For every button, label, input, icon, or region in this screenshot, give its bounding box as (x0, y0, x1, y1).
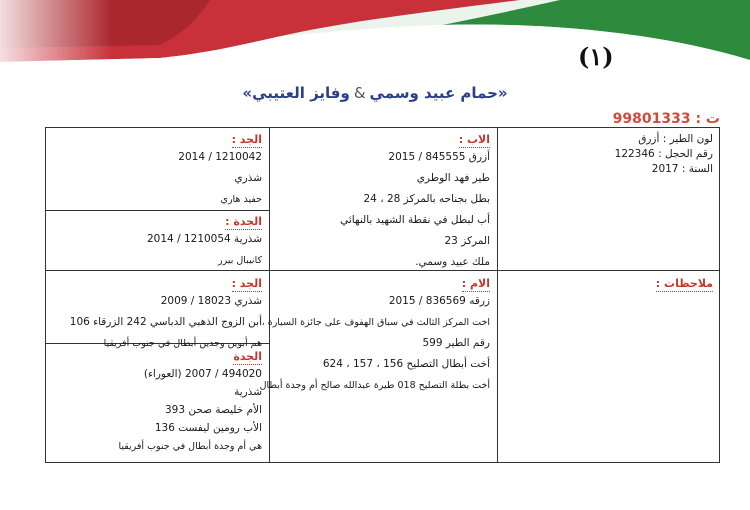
paternal-grandfather-section (52, 132, 262, 207)
phone-line (613, 111, 720, 127)
maternal-grandmother-line: هي أم وجدة أبطال في جنوب أفريقيا (118, 441, 262, 452)
row-divider (46, 270, 720, 271)
maternal-grandmother-line: الأم خليصة صحن 393 (164, 404, 262, 416)
mother-section (259, 276, 490, 393)
bird-year: السنة : 2017 (651, 163, 713, 175)
maternal-grandfather-section (52, 276, 262, 351)
pedigree-table (45, 127, 720, 463)
maternal-grandmother-line: 494020 / 2007 (العوراء) (143, 368, 262, 380)
notes-section (501, 276, 713, 294)
paternal-grandfather-line: 1210042 / 2014 (178, 151, 262, 163)
father-line: بطل بجناحه بالمركز 28 ، 24 (363, 193, 490, 205)
maternal-grandmother-line: الأب رومين ليفست 136 (154, 422, 262, 434)
title-ampersand: & (353, 84, 366, 102)
maternal-grandmother-section (52, 349, 262, 454)
paternal-grandfather-line: شذري (234, 172, 262, 184)
row-divider (46, 210, 269, 211)
maternal-grandfather-line: هم أبوين وجدين أبطال في جنوب أفريقيا (103, 338, 262, 349)
father-line: المركز 23 (444, 235, 490, 247)
paternal-grandfather-header: الجد : (231, 133, 262, 146)
phone-number: 99801333 (612, 111, 691, 127)
title-owner-2: وفايز العتيبي (252, 84, 350, 102)
mother-line: رقم الطير 599 (422, 337, 490, 349)
page-title (0, 84, 750, 102)
page-number: (١) (578, 42, 614, 71)
father-line: ملك عبيد وسمي. (415, 256, 490, 268)
maternal-grandmother-line: شذرية (234, 386, 262, 398)
mother-line: أخت أبطال التصليح 156 ، 157 ، 624 (322, 358, 490, 370)
father-header: الاب : (458, 133, 490, 146)
bird-ring: رقم الحجل : 122346 (614, 148, 713, 160)
maternal-grandmother-header: الجدة (233, 350, 262, 363)
title-quote-open: « (497, 84, 508, 102)
father-section (272, 132, 490, 270)
column-divider (497, 128, 498, 462)
paternal-grandfather-line: حفيد هاري (220, 194, 262, 205)
father-line: أزرق 845555 / 2015 (388, 151, 490, 163)
column-divider (269, 128, 270, 462)
mother-line: اخت المركز الثالث في سباق الهفوف على جائزة السيارة ، (261, 317, 490, 328)
notes-header: ملاحظات : (655, 277, 713, 290)
paternal-grandmother-line: كانيبال بيرر (218, 255, 262, 266)
father-line: أب لبطل في نقطة الشهيد بالنهائي (340, 214, 490, 226)
paternal-grandmother-header: الجدة : (225, 215, 262, 228)
kuwait-flag-banner (0, 0, 750, 90)
bird-color: لون الطير : أزرق (638, 133, 713, 145)
father-line: طير فهد الوطري (416, 172, 490, 184)
paternal-grandmother-section (52, 214, 262, 268)
maternal-grandfather-line: أبن الزوج الذهبي الدباسي 242 الزرقاء 106 (69, 316, 262, 328)
title-quote-close: » (242, 84, 253, 102)
phone-label: ت : (695, 111, 720, 127)
mother-line: زرقه 836569 / 2015 (388, 295, 490, 307)
maternal-grandfather-line: شذري 18023 / 2009 (160, 295, 262, 307)
bird-info (501, 132, 713, 177)
maternal-grandfather-header: الجد : (231, 277, 262, 290)
mother-line: أخت بطلة التصليح 018 طيرة عبدالله صالح أم وجدة أبطال (259, 380, 490, 391)
paternal-grandmother-line: شذرية 1210054 / 2014 (147, 233, 262, 245)
title-owner-1: حمام عبيد وسمي (369, 84, 498, 102)
mother-header: الام : (461, 277, 490, 290)
